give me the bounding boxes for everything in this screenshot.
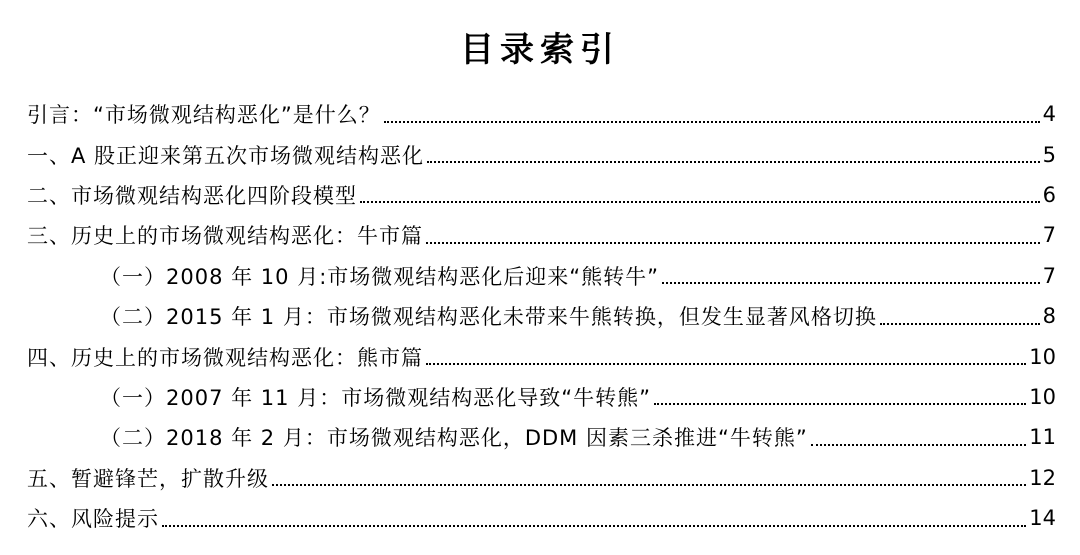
- toc-subentry[interactable]: [0, 256, 1080, 296]
- page-title: 目录索引: [460, 30, 620, 70]
- toc-entry[interactable]: [0, 498, 1080, 538]
- toc-dot-leader: [360, 200, 1040, 203]
- toc-entry-page: 10: [1029, 384, 1056, 409]
- toc-entry-label: （一）2008 年 10 月:市场微观结构恶化后迎来“熊转牛”: [100, 264, 660, 289]
- toc-entry-label: （一）2007 年 11 月：市场微观结构恶化导致“牛转熊”: [100, 385, 651, 410]
- toc-subentry[interactable]: [0, 377, 1080, 417]
- toc-dot-leader: [662, 281, 1040, 284]
- toc-entry-label: 三、历史上的市场微观结构恶化：牛市篇: [27, 224, 423, 249]
- toc-entry-label: （二）2015 年 1 月：市场微观结构恶化未带来牛熊转换，但发生显著风格切换: [100, 305, 877, 330]
- toc-entry[interactable]: [0, 94, 1080, 134]
- toc-dot-leader: [426, 362, 1026, 365]
- toc-entry-page: 4: [1042, 102, 1056, 127]
- toc-entry-label: 二、市场微观结构恶化四阶段模型: [27, 183, 357, 208]
- toc-dot-leader: [427, 160, 1040, 163]
- toc-dot-leader: [384, 120, 1040, 123]
- toc-dot-leader: [272, 483, 1026, 486]
- toc-entry-page: 5: [1042, 142, 1056, 167]
- toc-entry-page: 7: [1042, 263, 1056, 288]
- toc-dot-leader: [162, 524, 1026, 527]
- toc-entry[interactable]: [0, 215, 1080, 255]
- toc-entry-label: （二）2018 年 2 月：市场微观结构恶化，DDM 因素三杀推进“牛转熊”: [100, 426, 808, 451]
- toc-entry-page: 11: [1029, 425, 1056, 450]
- toc-entry-page: 12: [1029, 465, 1056, 490]
- toc-entry-page: 10: [1029, 344, 1056, 369]
- toc-dot-leader: [811, 443, 1027, 446]
- toc-entry-label: 一、A 股正迎来第五次市场微观结构恶化: [27, 143, 425, 168]
- toc-entry[interactable]: [0, 175, 1080, 215]
- toc-entry-label: 引言：“市场微观结构恶化”是什么？: [27, 103, 381, 128]
- toc-dot-leader: [426, 241, 1040, 244]
- toc-subentry[interactable]: [0, 417, 1080, 457]
- toc-dot-leader: [654, 402, 1026, 405]
- toc-entry-page: 6: [1042, 182, 1056, 207]
- toc-dot-leader: [880, 322, 1040, 325]
- toc-entry-page: 8: [1042, 304, 1056, 329]
- toc-entry-page: 14: [1029, 506, 1056, 531]
- toc-entry[interactable]: [0, 458, 1080, 498]
- toc-entry-page: 7: [1042, 223, 1056, 248]
- toc-entry[interactable]: [0, 134, 1080, 174]
- table-of-contents: [0, 94, 1080, 538]
- toc-entry-label: 六、风险提示: [27, 507, 159, 532]
- toc-entry-label: 四、历史上的市场微观结构恶化：熊市篇: [27, 345, 423, 370]
- toc-subentry[interactable]: [0, 296, 1080, 336]
- toc-entry-label: 五、暂避锋芒，扩散升级: [27, 466, 269, 491]
- toc-entry[interactable]: [0, 336, 1080, 376]
